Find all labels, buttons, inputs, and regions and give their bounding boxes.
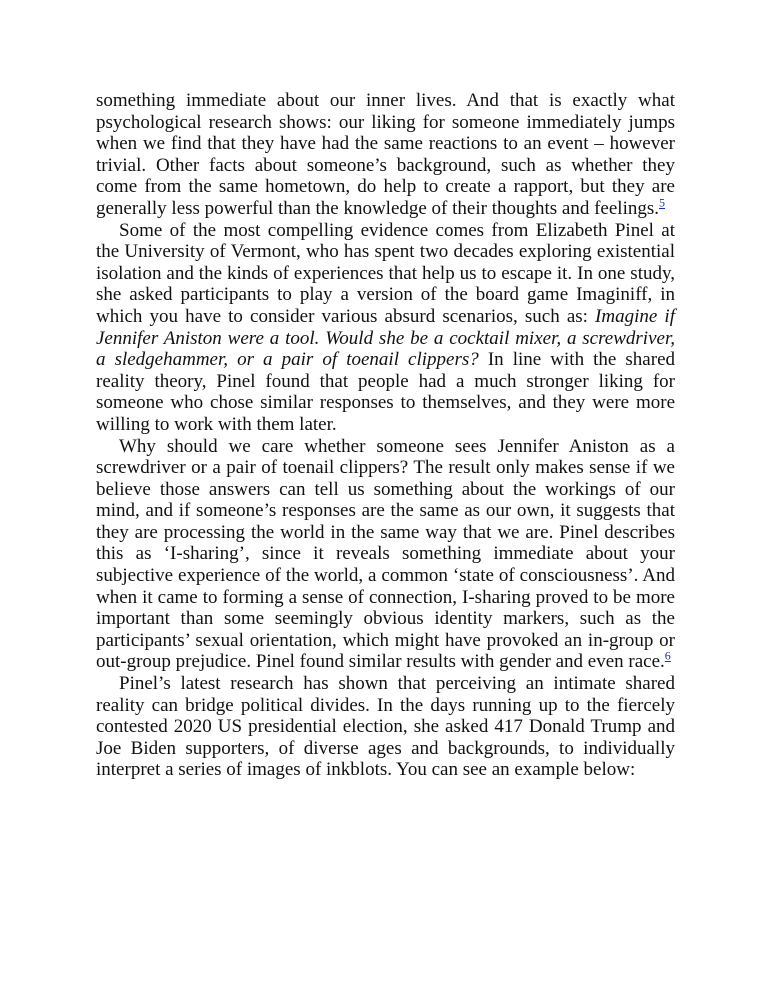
footnote-link[interactable]: 5 (659, 195, 665, 210)
italic-text: Imagine if Jennifer Aniston were a tool. Would she be a cocktail mixer, a screwdriver, a sledgehammer, or a pair of toenail clippers? (96, 305, 675, 371)
footnote-link[interactable]: 6 (664, 649, 671, 664)
paragraph (96, 436, 675, 674)
paragraph-text: In line with the shared reality theory, Pinel found that people had a much stronger liking for someone who chose similar responses to themselves, and they were more willing to work with them later. (96, 349, 676, 435)
paragraph-text: Why should we care whether someone sees Jennifer Aniston as a screwdriver or a pair of toenail clippers? The result only makes sense if we believe those answers can tell us something about the workings of our mind, and if someone’s responses are the same as our own, it suggests that they are processing the world in the same way that we are. Pinel describes this as ‘I-sharing’, since it reveals something immediate about your subjective experience of the world, a common ‘state of consciousness’. And when it came to forming a sense of connection, I-sharing proved to be more important than some seemingly obvious identity markers, such as the participants’ sexual orientation, which might have provoked an in-group or out-group prejudice. Pinel found similar results with gender and even race. (96, 435, 675, 673)
paragraph (96, 673, 675, 781)
paragraph-text: something immediate about our inner lives. And that is exactly what psychological research shows: our liking for someone immediately jumps when we find that they have had the same reactions to an event – however trivial. Other facts about someone’s background, such as whether they come from the same hometown, do help to create a rapport, but they are generally less powerful than the knowledge of their thoughts and feelings. (96, 90, 675, 219)
paragraph (96, 90, 675, 220)
paragraph (96, 220, 675, 436)
page-body (96, 90, 675, 781)
paragraph-text: Pinel’s latest research has shown that perceiving an intimate shared reality can bridge political divides. In the days running up to the fiercely contested 2020 US presidential election, she asked 417 Donald Trump and Joe Biden supporters, of diverse ages and backgrounds, to individually interpret a series of images of inkblots. You can see an example below: (96, 673, 675, 781)
paragraph-text: Some of the most compelling evidence comes from Elizabeth Pinel at the University of Vermont, who has spent two decades exploring existential isolation and the kinds of experiences that help us to escape it. In one study, she asked participants to play a version of the board game Imaginiff, in which you have to consider various absurd scenarios, such as: (96, 219, 675, 327)
